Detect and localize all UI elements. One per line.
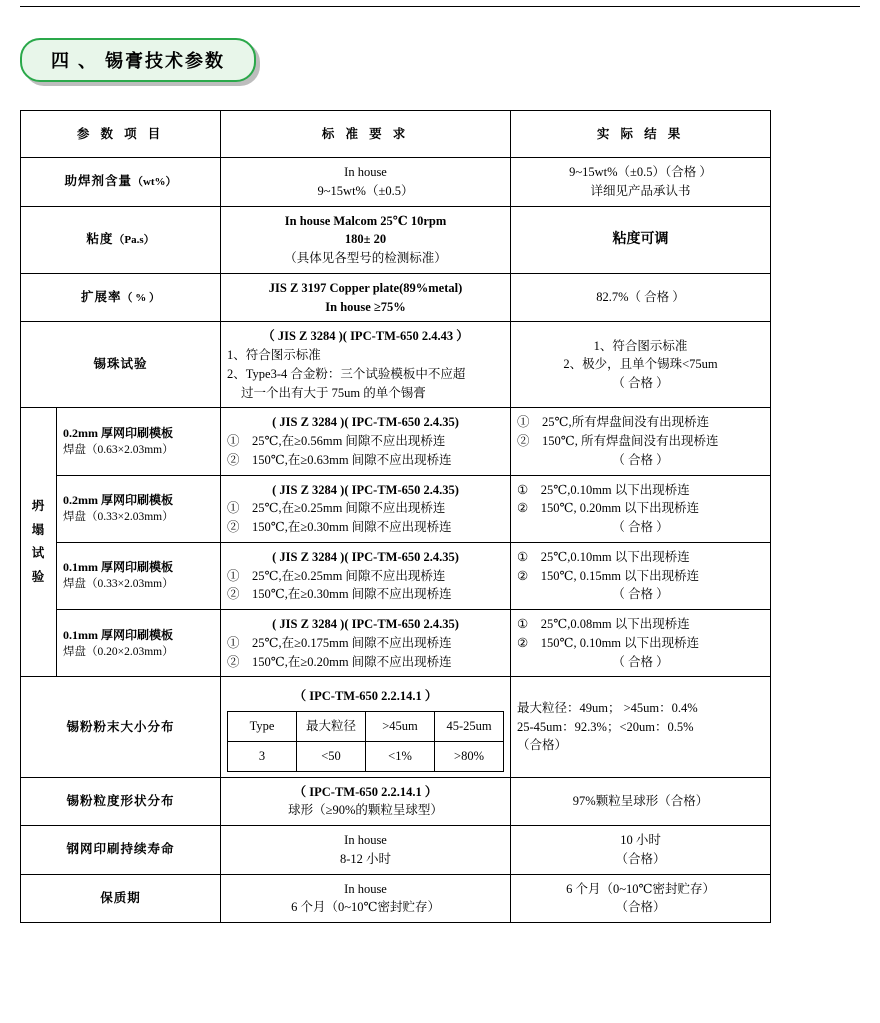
standard-line: ( JIS Z 3284 )( IPC-TM-650 2.4.35) — [272, 415, 459, 430]
standard-line: （ JIS Z 3284 )( IPC-TM-650 2.4.43 ） — [262, 329, 469, 344]
powder-size-grid — [227, 711, 504, 772]
actual-line: 最大粒径：49um； >45um：0.4% — [517, 700, 698, 715]
row-label-sub: （wt%） — [131, 176, 177, 189]
row-label-spread-rate — [21, 273, 221, 322]
collapse-item-actual — [511, 475, 771, 542]
standard-line: 9~15wt%（±0.5） — [317, 183, 414, 198]
actual-line: ① 25℃,所有焊盘间没有出现桥连 — [517, 415, 710, 430]
row-label-flux-content — [21, 158, 221, 207]
standard-line: 2、Type3-4 合金粉：三个试验模板中不应超 — [227, 366, 466, 381]
row-label-powder-size — [21, 677, 221, 777]
collapse-item-title — [57, 408, 221, 475]
powder-grid-header: Type — [228, 712, 297, 742]
table-row — [21, 677, 771, 777]
actual-line: ① 25℃,0.10mm 以下出现桥连 — [517, 482, 690, 497]
section-heading-text: 四 、 锡膏技术参数 — [50, 51, 225, 71]
collapse-item-title — [57, 542, 221, 609]
actual-line: 10 小时 — [620, 833, 661, 847]
standard-line: 8-12 小时 — [339, 851, 392, 866]
header-cell-param: 参 数 项 目 — [21, 111, 221, 158]
table-row — [21, 610, 771, 677]
powder-grid-value: >80% — [435, 741, 504, 771]
actual-line: （ 合格 ） — [612, 587, 669, 602]
standard-line: 过一个出有大于 75um 的单个锡膏 — [241, 385, 426, 400]
actual-line: 粘度可调 — [612, 232, 669, 248]
row-label-sub: （ % ） — [121, 292, 161, 305]
powder-grid-value: <50 — [297, 741, 366, 771]
collapse-item-actual — [511, 542, 771, 609]
row-standard-shelf-life — [221, 874, 511, 923]
collapse-item-title — [57, 475, 221, 542]
table-header-row — [21, 111, 771, 158]
row-standard-spread-rate — [221, 273, 511, 322]
standard-line: ① 25℃,在≥0.25mm 间隙不应出现桥连 — [227, 568, 446, 583]
actual-line: ② 150℃, 0.15mm 以下出现桥连 — [517, 568, 700, 583]
row-label-text: 保质期 — [100, 890, 141, 905]
powder-grid-header: >45um — [366, 712, 435, 742]
actual-line: 详细见产品承认书 — [590, 183, 691, 198]
actual-line: ② 150℃, 0.10mm 以下出现桥连 — [517, 635, 700, 650]
row-label-text: 锡珠试验 — [93, 357, 148, 372]
standard-line: ② 150℃,在≥0.20mm 间隙不应出现桥连 — [227, 654, 452, 669]
actual-line: 2、极少，且单个锡珠<75um — [563, 357, 718, 372]
section-heading — [20, 38, 256, 82]
header-cell-standard: 标 准 要 求 — [221, 111, 511, 158]
standard-line: ① 25℃,在≥0.25mm 间隙不应出现桥连 — [227, 501, 446, 516]
actual-line: ② 150℃, 所有焊盘间没有出现桥连 — [517, 434, 719, 448]
row-label-text: 扩展率 — [81, 290, 122, 305]
standard-line: In house — [344, 881, 387, 896]
actual-line: 82.7%（ 合格 ） — [596, 290, 685, 305]
row-standard-viscosity — [221, 206, 511, 273]
powder-grid-header: 45-25um — [435, 712, 504, 742]
collapse-item-title — [57, 610, 221, 677]
row-label-powder-shape — [21, 777, 221, 826]
header-cell-actual: 实 际 结 果 — [511, 111, 771, 158]
collapse-sub-title: 0.2mm 厚网印刷模板 — [63, 425, 173, 440]
standard-line: （ IPC-TM-650 2.2.14.1 ） — [293, 784, 438, 799]
row-standard-flux-content — [221, 158, 511, 207]
standard-line: In house — [344, 833, 387, 847]
table-row — [21, 273, 771, 322]
standard-line: ② 150℃,在≥0.63mm 间隙不应出现桥连 — [227, 452, 452, 467]
actual-line: 9~15wt%（±0.5）（合格 ） — [569, 165, 712, 179]
actual-line: ② 150℃, 0.20mm 以下出现桥连 — [517, 501, 700, 516]
standard-line: ① 25℃,在≥0.175mm 间隙不应出现桥连 — [227, 635, 452, 650]
row-label-text: 锡粉粉末大小分布 — [66, 719, 175, 734]
powder-grid-header-row — [228, 712, 504, 742]
actual-line: （ 合格 ） — [612, 376, 669, 391]
row-actual-viscosity — [511, 206, 771, 273]
actual-line: 25-45um：92.3%；<20um：0.5% — [517, 719, 694, 734]
collapse-item-standard — [221, 408, 511, 475]
row-standard-powder-shape — [221, 777, 511, 826]
collapse-sub-note: 焊盘（0.63×2.03mm） — [63, 443, 174, 456]
standard-line: ( JIS Z 3284 )( IPC-TM-650 2.4.35) — [272, 617, 459, 631]
table-row — [21, 475, 771, 542]
collapse-sub-title: 0.1mm 厚网印刷模板 — [63, 560, 173, 575]
collapse-sub-note: 焊盘（0.20×2.03mm） — [63, 645, 174, 658]
row-label-text: 钢网印刷持续寿命 — [66, 842, 175, 857]
collapse-item-standard — [221, 610, 511, 677]
table-row — [21, 542, 771, 609]
standard-line: In house — [344, 165, 387, 179]
table-row — [21, 826, 771, 875]
top-divider — [20, 6, 860, 7]
vertical-label-char: 试 — [31, 546, 46, 561]
actual-line: ① 25℃,0.08mm 以下出现桥连 — [517, 617, 690, 631]
actual-line: （ 合格 ） — [612, 520, 669, 534]
powder-grid-value: 3 — [228, 741, 297, 771]
actual-line: （合格） — [615, 900, 666, 915]
table-row — [21, 408, 771, 475]
spec-table — [20, 110, 771, 923]
actual-line: 6 个月（0~10℃密封贮存） — [566, 881, 715, 896]
actual-line: ① 25℃,0.10mm 以下出现桥连 — [517, 549, 690, 564]
standard-line: 1、符合图示标准 — [227, 348, 321, 362]
row-label-stencil-life — [21, 826, 221, 875]
standard-line: In house ≥75% — [325, 299, 406, 314]
row-standard-stencil-life — [221, 826, 511, 875]
collapse-sub-note: 焊盘（0.33×2.03mm） — [63, 511, 174, 523]
standard-line: JIS Z 3197 Copper plate(89%metal) — [268, 280, 463, 295]
actual-line: （合格） — [517, 738, 568, 753]
row-label-viscosity — [21, 206, 221, 273]
table-row — [21, 874, 771, 923]
vertical-label-char: 坍 — [31, 498, 46, 513]
row-label-text: 助焊剂含量 — [64, 174, 132, 189]
table-row — [21, 158, 771, 207]
actual-line: （合格） — [615, 851, 666, 866]
row-label-text: 锡粉粒度形状分布 — [66, 793, 175, 808]
standard-line: 球形（≥90%的颗粒呈球型） — [288, 803, 443, 818]
standard-line: 180± 20 — [344, 232, 387, 247]
collapse-item-standard — [221, 475, 511, 542]
row-label-shelf-life — [21, 874, 221, 923]
table-row — [21, 206, 771, 273]
row-label-solder-ball-test — [21, 322, 221, 408]
powder-grid-header: 最大粒径 — [297, 712, 366, 742]
row-actual-powder-shape — [511, 777, 771, 826]
collapse-sub-title: 0.1mm 厚网印刷模板 — [63, 627, 173, 642]
powder-grid-value: <1% — [366, 741, 435, 771]
standard-line: ① 25℃,在≥0.56mm 间隙不应出现桥连 — [227, 434, 446, 448]
standard-line: In house Malcom 25℃ 10rpm — [284, 213, 447, 228]
table-row — [21, 777, 771, 826]
row-label-sub: （Pa.s） — [113, 234, 155, 247]
collapse-item-actual — [511, 610, 771, 677]
actual-line: 97%颗粒呈球形（合格） — [572, 793, 709, 808]
row-standard-solder-ball-test — [221, 322, 511, 408]
row-label-collapse-test — [21, 408, 57, 677]
row-actual-powder-size — [511, 677, 771, 777]
vertical-label-char: 塌 — [31, 522, 46, 537]
standard-line: ( JIS Z 3284 )( IPC-TM-650 2.4.35) — [272, 482, 459, 497]
standard-line: ② 150℃,在≥0.30mm 间隙不应出现桥连 — [227, 520, 452, 534]
powder-standard-title: （ IPC-TM-650 2.2.14.1 ） — [293, 689, 438, 704]
row-actual-spread-rate — [511, 273, 771, 322]
row-actual-shelf-life — [511, 874, 771, 923]
standard-line: ② 150℃,在≥0.30mm 间隙不应出现桥连 — [227, 587, 452, 602]
vertical-label-char: 验 — [31, 570, 46, 584]
collapse-sub-title: 0.2mm 厚网印刷模板 — [63, 493, 173, 507]
actual-line: 1、符合图示标准 — [593, 338, 688, 353]
collapse-item-actual — [511, 408, 771, 475]
standard-line: ( JIS Z 3284 )( IPC-TM-650 2.4.35) — [272, 549, 459, 564]
standard-line: 6 个月（0~10℃密封贮存） — [291, 900, 440, 915]
actual-line: （ 合格 ） — [612, 452, 669, 467]
row-actual-stencil-life — [511, 826, 771, 875]
table-row — [21, 322, 771, 408]
row-label-text: 粘度 — [86, 232, 114, 247]
collapse-item-standard — [221, 542, 511, 609]
row-actual-flux-content — [511, 158, 771, 207]
collapse-sub-note: 焊盘（0.33×2.03mm） — [63, 578, 174, 591]
actual-line: （ 合格 ） — [612, 654, 669, 669]
powder-grid-value-row — [228, 741, 504, 771]
row-actual-solder-ball-test — [511, 322, 771, 408]
standard-line: （具体见各型号的检测标准） — [284, 251, 447, 265]
row-standard-powder-size — [221, 677, 511, 777]
